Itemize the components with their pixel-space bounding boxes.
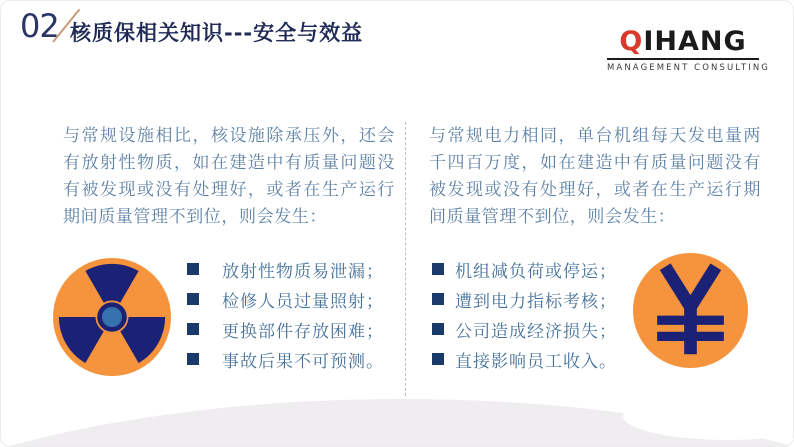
list-item — [187, 344, 384, 374]
square-bullet-icon — [432, 353, 444, 365]
left-paragraph: 与常规设施相比，核设施除承压外，还会有放射性物质，如在建造中有质量问题没有被发现或没有处理好，或者在生产运行期间质量管理不到位，则会发生： — [63, 126, 395, 227]
square-bullet-icon — [187, 263, 199, 275]
logo-initial: Q — [619, 26, 644, 57]
bullet-label: 检修人员过量照射； — [222, 291, 384, 312]
list-item — [432, 284, 617, 314]
bullet-label: 更换部件存放困难； — [222, 321, 384, 342]
bullet-label: 遭到电力指标考核； — [455, 291, 617, 312]
radiation-trefoil-icon — [53, 258, 171, 376]
column-divider — [405, 122, 406, 396]
square-bullet-icon — [432, 293, 444, 305]
page-number: 02 — [20, 7, 59, 45]
page-title: 核质保相关知识---安全与效益 — [70, 21, 364, 45]
list-item — [432, 254, 617, 284]
logo-rest: IHANG — [643, 26, 747, 57]
bullet-label: 直接影响员工收入。 — [455, 351, 617, 372]
square-bullet-icon — [187, 323, 199, 335]
list-item — [187, 254, 384, 284]
bullet-label: 放射性物质易泄漏； — [222, 261, 384, 282]
square-bullet-icon — [187, 353, 199, 365]
list-item — [432, 344, 617, 374]
right-bullet-list — [432, 254, 617, 374]
left-bullet-list — [187, 254, 384, 374]
square-bullet-icon — [432, 323, 444, 335]
right-paragraph: 与常规电力相同，单台机组每天发电量两千四百万度，如在建造中有质量问题没有被发现或没有处理好，或者在生产运行期间质量管理不到位，则会发生： — [429, 126, 761, 227]
yuan-currency-icon — [633, 253, 748, 368]
list-item — [187, 284, 384, 314]
list-item — [432, 314, 617, 344]
square-bullet-icon — [187, 293, 199, 305]
logo-wordmark — [607, 27, 759, 60]
bullet-label: 事故后果不可预测。 — [222, 351, 384, 372]
square-bullet-icon — [432, 263, 444, 275]
bullet-label: 公司造成经济损失； — [455, 321, 617, 342]
bullet-label: 机组减负荷或停运； — [455, 261, 617, 282]
list-item — [187, 314, 384, 344]
logo-subtitle: MANAGEMENT CONSULTING — [607, 62, 770, 73]
company-logo — [607, 26, 770, 73]
